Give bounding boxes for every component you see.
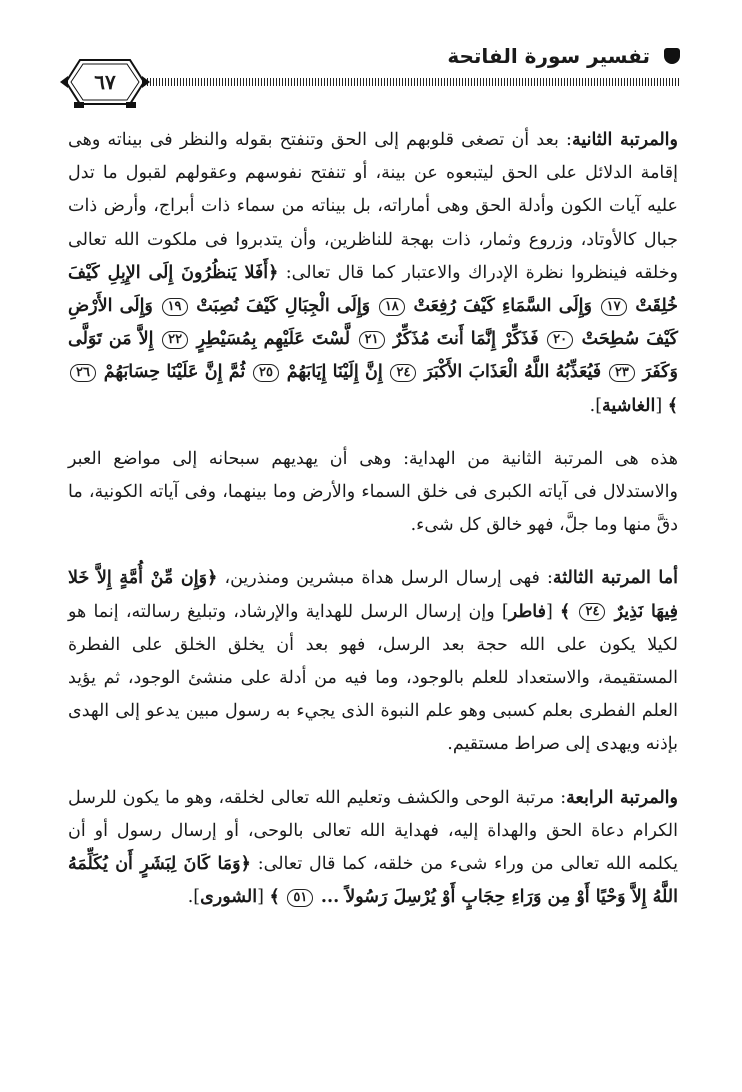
- section-lead: والمرتبة الثانية: [571, 130, 678, 150]
- quran-verse: وَمَا كَانَ لِبَشَرٍ أَن يُكَلِّمَهُ اللَّهُ إِلاَّ وَحْيًا أَوْ مِن وَرَاءِ حِجَابٍ أَوْ يُرْسِلَ رَسُولاً ...: [68, 854, 678, 908]
- ayah-number-marker: ٢٦: [70, 364, 96, 382]
- ayah-number-marker: ٢٠: [547, 331, 573, 349]
- section-lead: أما المرتبة الثالثة: [552, 568, 678, 589]
- text-run: [: [545, 601, 560, 622]
- quran-verse: وَإِن مِّنْ أُمَّةٍ إِلاَّ خَلا فِيهَا نَذِيرٌ: [68, 568, 678, 622]
- page-number-badge: [60, 54, 150, 110]
- quran-verse: إِنَّ إِلَيْنَا إِيَابَهُمْ: [286, 362, 383, 383]
- paragraph-3: [68, 562, 678, 761]
- text-run: : فهى إرسال الرسل هداة مبشرين ومنذرين،: [217, 568, 553, 589]
- text-run: ].: [187, 887, 201, 908]
- quran-verse: وَإِلَى السَّمَاءِ كَيْفَ رُفِعَتْ: [413, 296, 592, 317]
- paragraph-2: [68, 443, 678, 543]
- header-rule: [135, 78, 680, 86]
- quran-verse: فَذَكِّرْ إِنَّمَا أَنتَ مُذَكِّرٌ: [393, 329, 539, 350]
- text-run: هذه هى المرتبة الثانية من الهداية: وهى أن يهديهم سبحانه إلى مواضع العبر والاستدلال فى آياته الكبرى فى خلق السماء والأرض وما بينهما، وفى آياته الكونية، ما دقَّ منها وما جلَّ، فهو خالق كل شىء.: [68, 448, 678, 536]
- sura-name: فاطر: [508, 601, 546, 622]
- sura-name: الغاشية: [602, 395, 656, 416]
- text-run: : مرتبة الوحى والكشف وتعليم الله تعالى لخلقه، وهو ما يكون للرسل الكرام دعاة الحق والهداة إليه، فهداية الله تعالى بالوحى، أو إرسال رسول أو أن يكلمه الله تعالى من وراء شىء من خلقه، كما قال تعالى:: [68, 787, 678, 875]
- bracket-ornament: ﴾: [560, 601, 571, 622]
- ayah-number-marker: ٢٤: [579, 603, 605, 621]
- ayah-number-marker: ٢٢: [162, 331, 188, 349]
- text-run: : بعد أن تصغى قلوبهم إلى الحق وتنفتح بقوله والنظر فى بيناته وهى إقامة الدلائل على الحق ليتبعوه عن بينة، أو تنفتح نفوسهم وعقولهم لقبول ما تدل عليه آيات الكون وأدلة الحق وهى أماراته، بل بيناته من سماء ذات أبراج، وأرض ذات جبال كالأوتاد، وزروع وثمار، ذات بهجة للناظرين، وأن يتدبروا فى ملكوت الله تعالى وخلقه فينظروا نظرة الإدراك والاعتبار كما قال تعالى:: [68, 130, 678, 283]
- quran-verse: ثُمَّ إِنَّ عَلَيْنَا حِسَابَهُمْ: [103, 362, 246, 383]
- bracket-ornament: ﴾: [269, 887, 280, 908]
- ayah-number-marker: ٢٣: [609, 364, 635, 382]
- bookmark-icon: [664, 48, 680, 64]
- bracket-ornament: ﴿: [240, 854, 251, 875]
- page-header: [60, 40, 680, 120]
- section-lead: والمرتبة الرابعة: [566, 787, 678, 808]
- text-run: ].: [589, 395, 603, 416]
- quran-verse: فَيُعَذِّبُهُ اللَّهُ الْعَذَابَ الأَكْبَرَ: [424, 362, 602, 383]
- ayah-number-marker: ٢٤: [390, 364, 416, 382]
- text-run: ] وإن إرسال الرسل للهداية والإرشاد، وتبليغ رسالته، إنما هو لكيلا يكون على الله حجة بعد الرسل، فهو بعد أن يخلق الخلق على الفطرة المستقيمة، والاستعداد للعلم بالوجود، وما فيه من أدلة على منشئ الوجود، ثم يؤيد العلم الفطرى بعلم كسبى وهو علم النبوة الذى يجيء به رسول مبين يدعو إلى الهدى بإذنه ويهدى إلى صراط مستقيم.: [68, 601, 678, 755]
- paragraph-1: [68, 124, 678, 423]
- bracket-ornament: ﴾: [667, 395, 678, 416]
- quran-verse: وَإِلَى الأَرْضِ كَيْفَ سُطِحَتْ: [68, 296, 678, 350]
- text-run: [: [257, 887, 270, 908]
- ayah-number-marker: ١٨: [379, 298, 405, 316]
- quran-verse: أَفَلا يَنظُرُونَ إِلَى الإِبِلِ كَيْفَ خُلِقَتْ: [68, 262, 678, 317]
- ayah-number-marker: ١٧: [601, 298, 627, 316]
- page-number: ٦٧: [94, 70, 116, 94]
- quran-verse: وَإِلَى الْجِبَالِ كَيْفَ نُصِبَتْ: [196, 296, 371, 317]
- ayah-number-marker: ٥١: [287, 889, 313, 907]
- page-body: [68, 124, 678, 914]
- ayah-number-marker: ٢١: [359, 331, 385, 349]
- bracket-ornament: ﴿: [268, 262, 279, 283]
- quran-verse: لَّسْتَ عَلَيْهِم بِمُسَيْطِرٍ: [196, 329, 351, 350]
- ayah-number-marker: ٢٥: [253, 364, 279, 382]
- ayah-number-marker: ١٩: [162, 298, 188, 316]
- text-run: [: [655, 395, 668, 416]
- bracket-ornament: ﴿: [207, 568, 218, 589]
- sura-name: الشورى: [200, 887, 258, 908]
- quran-verse: إِلاَّ مَن تَوَلَّى وَكَفَرَ: [68, 329, 678, 383]
- paragraph-4: [68, 782, 678, 915]
- running-title: تفسير سورة الفاتحة: [447, 44, 650, 68]
